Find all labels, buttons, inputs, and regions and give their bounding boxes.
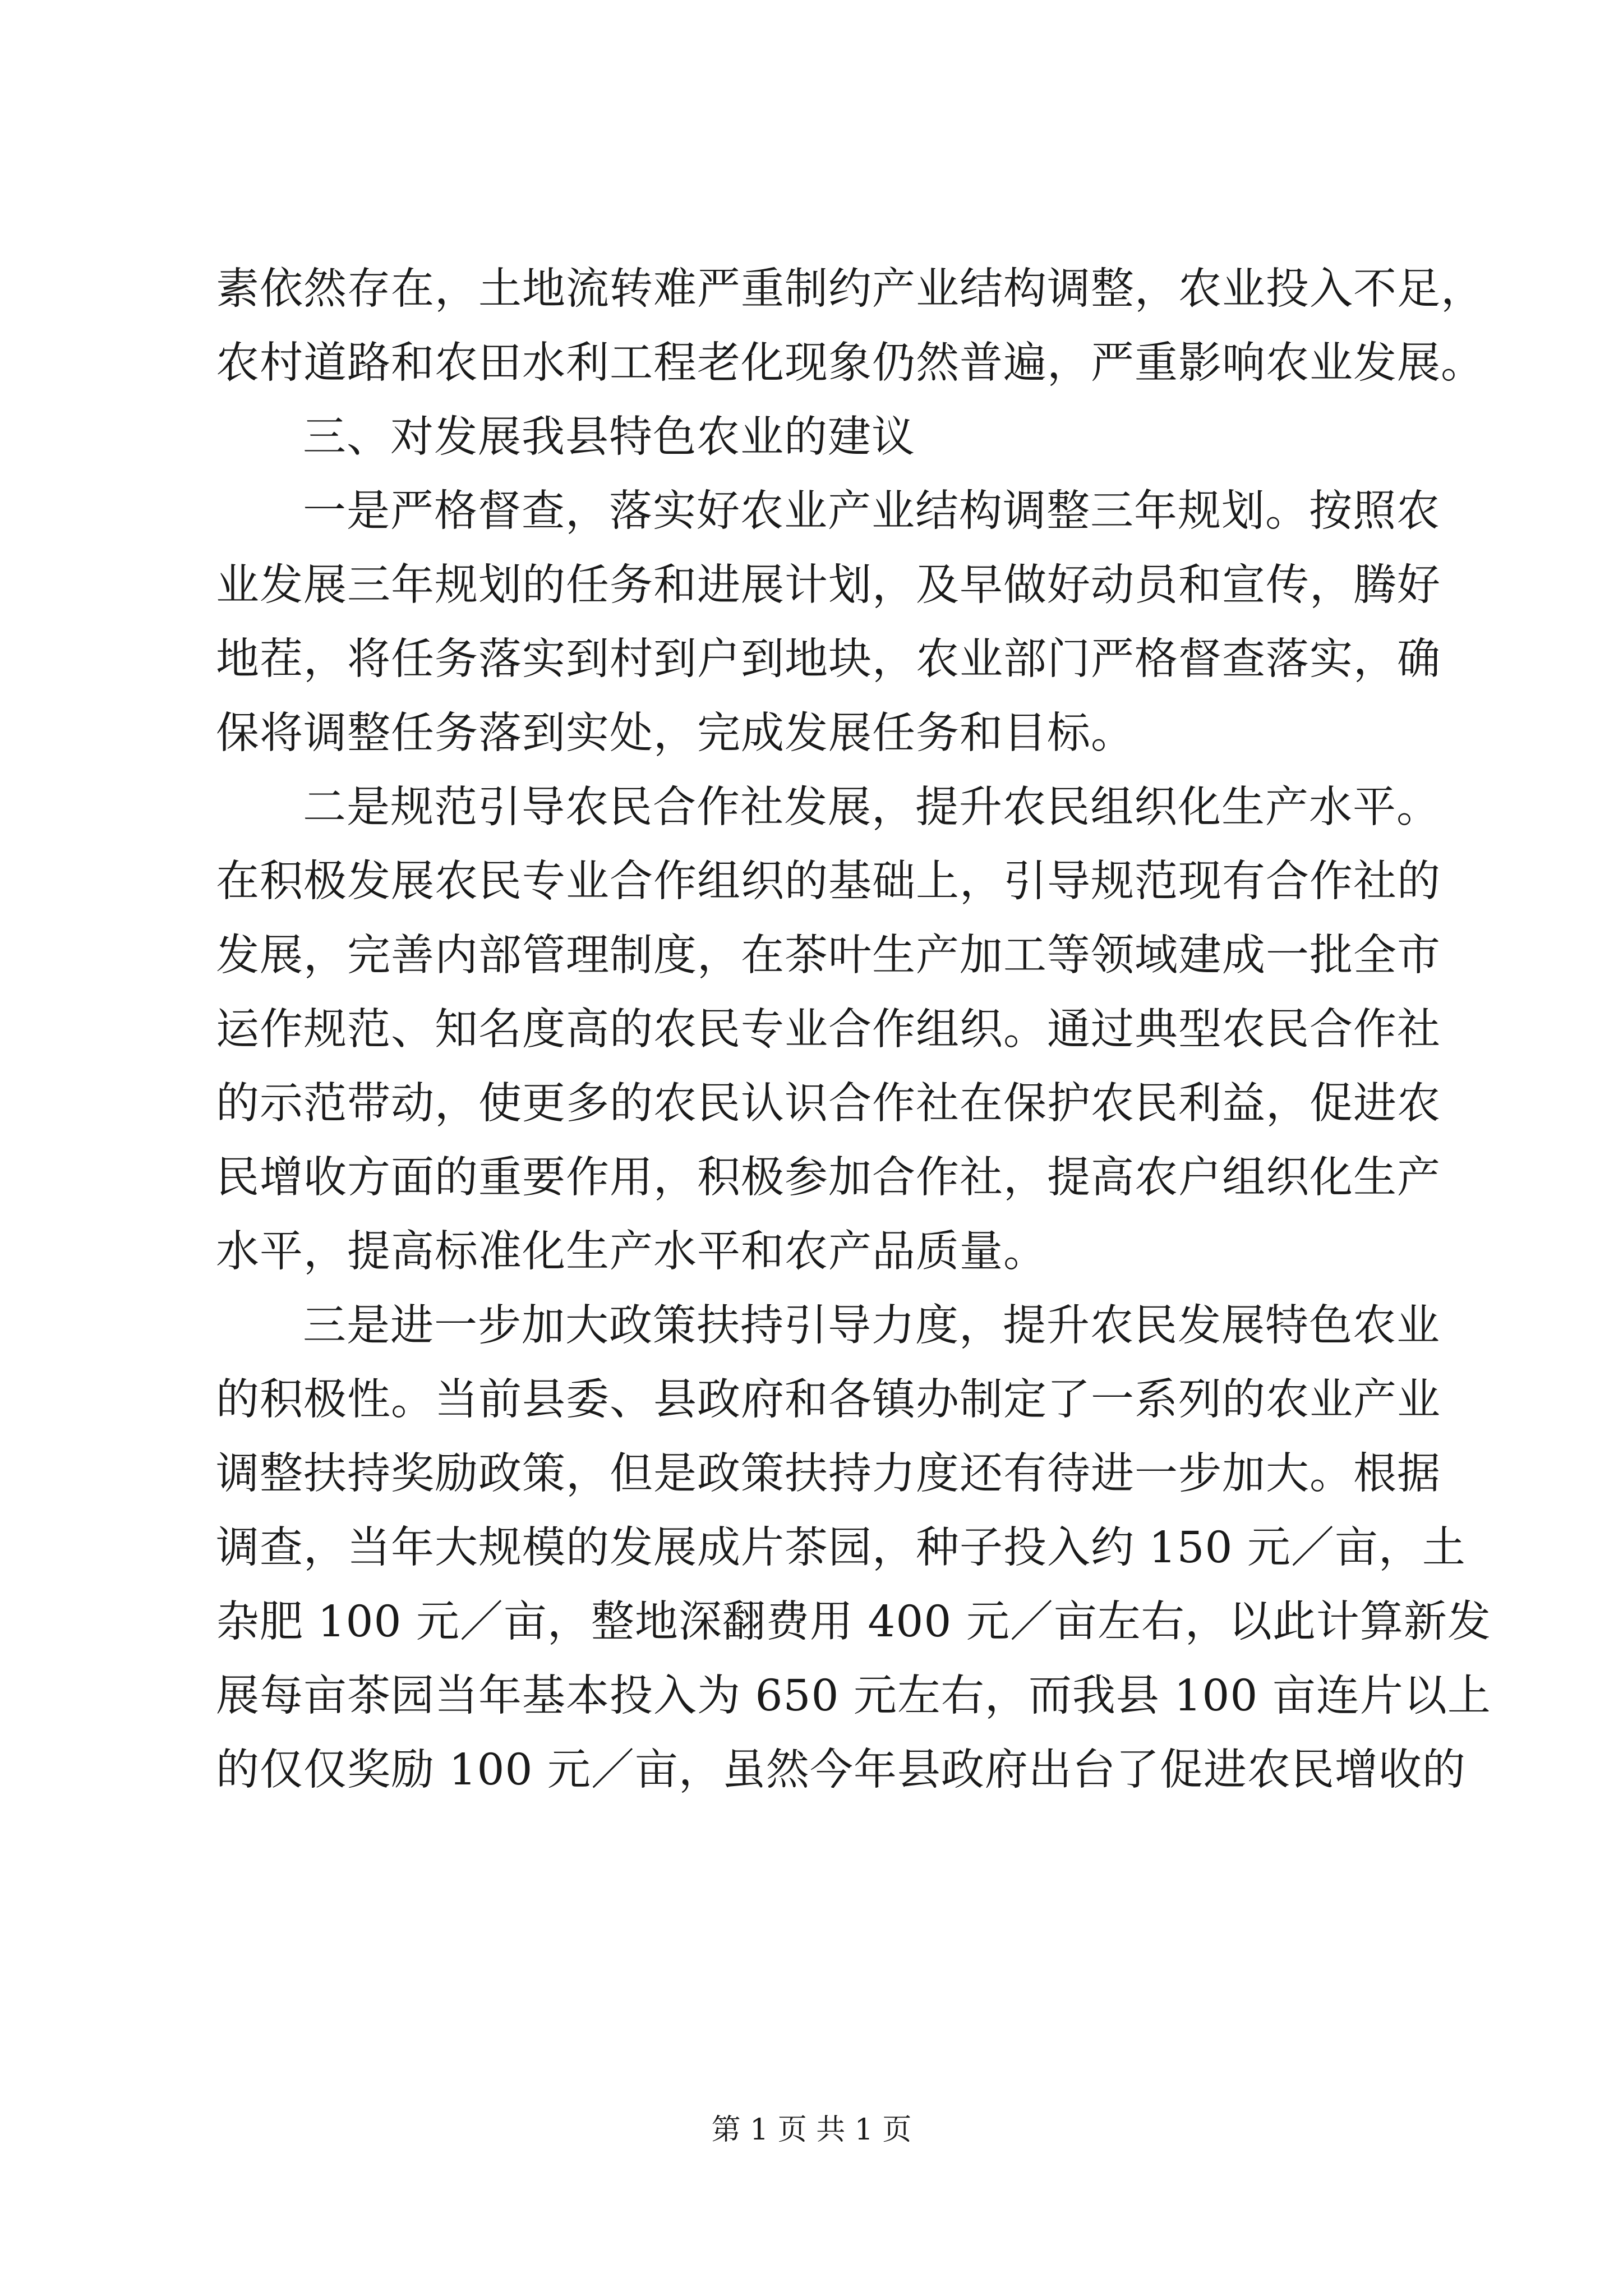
text-line: 保将调整任务落到实处，完成发展任务和目标。 <box>216 708 1135 758</box>
text-line: 调整扶持奖励政策，但是政策扶持力度还有待进一步加大。根据 <box>216 1449 1441 1499</box>
text-line: 业发展三年规划的任务和进展计划，及早做好动员和宣传，腾好 <box>216 560 1441 610</box>
text-line: 的示范带动，使更多的农民认识合作社在保护农民利益，促进农 <box>216 1079 1441 1129</box>
text-line: 地茬，将任务落实到村到户到地块，农业部门严格督查落实，确 <box>216 634 1441 684</box>
text-line: 一是严格督查，落实好农业产业结构调整三年规划。按照农 <box>303 486 1440 536</box>
text-line: 调查，当年大规模的发展成片茶园，种子投入约 150 元／亩，土 <box>216 1523 1466 1573</box>
section-heading: 三、对发展我县特色农业的建议 <box>303 412 915 462</box>
page-number-label: 第 1 页 共 1 页 <box>711 2113 912 2147</box>
text-line: 水平，提高标准化生产水平和农产品质量。 <box>216 1227 1047 1277</box>
text-line: 二是规范引导农民合作社发展，提升农民组织化生产水平。 <box>303 783 1440 832</box>
text-line: 三是进一步加大政策扶持引导力度，提升农民发展特色农业 <box>303 1301 1440 1351</box>
text-line: 民增收方面的重要作用，积极参加合作社，提高农户组织化生产 <box>216 1153 1441 1203</box>
text-line: 杂肥 100 元／亩，整地深翻费用 400 元／亩左右，以此计算新发 <box>216 1597 1491 1647</box>
text-line: 的积极性。当前县委、县政府和各镇办制定了一系列的农业产业 <box>216 1375 1441 1425</box>
text-line: 素依然存在，土地流转难严重制约产业结构调整，农业投入不足， <box>216 264 1484 314</box>
text-line: 农村道路和农田水利工程老化现象仍然普遍，严重影响农业发展。 <box>216 338 1484 388</box>
text-line: 的仅仅奖励 100 元／亩，虽然今年县政府出台了促进农民增收的 <box>216 1745 1466 1795</box>
text-line: 在积极发展农民专业合作组织的基础上，引导规范现有合作社的 <box>216 857 1441 907</box>
document-body <box>216 252 1491 1807</box>
text-line: 展每亩茶园当年基本投入为 650 元左右，而我县 100 亩连片以上 <box>216 1671 1491 1721</box>
text-line: 发展，完善内部管理制度，在茶叶生产加工等领域建成一批全市 <box>216 931 1441 981</box>
page-footer <box>0 2106 1623 2148</box>
text-line: 运作规范、知名度高的农民专业合作组织。通过典型农民合作社 <box>216 1005 1441 1055</box>
